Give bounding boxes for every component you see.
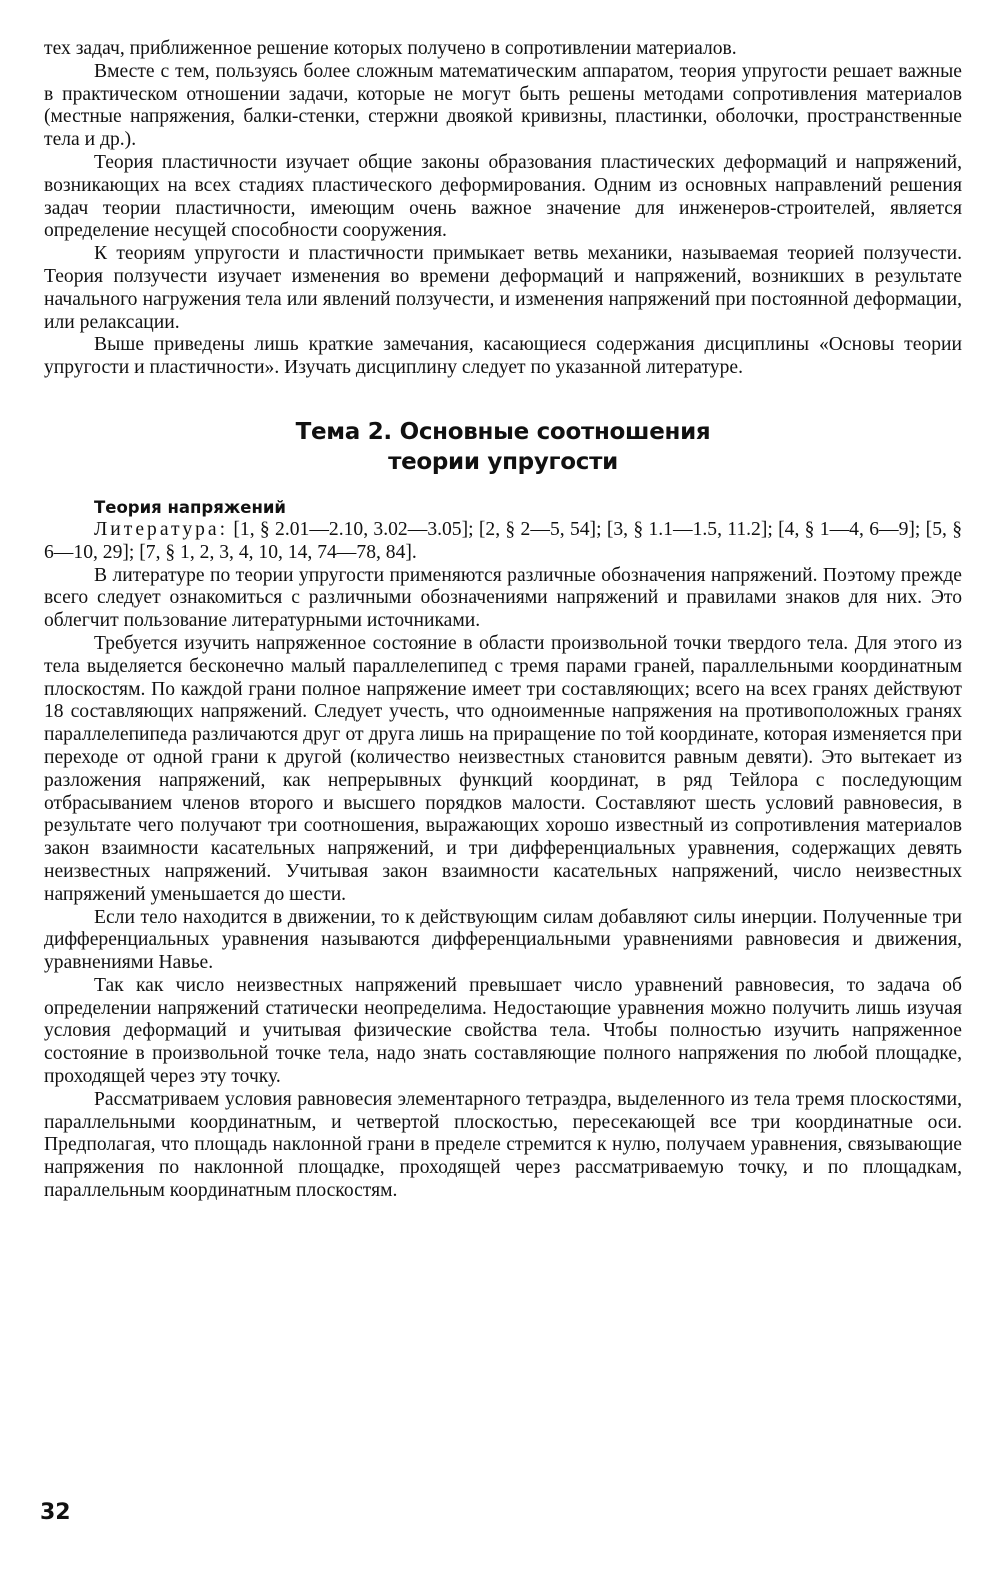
subsection-heading: Теория напряжений	[94, 497, 286, 517]
paragraph-stress-notation: В литературе по теории упругости применяются различные обозначения напряжений. Поэтому прежде всего следует ознакомиться с различными обозначениями напряжений и правилами знаков для них. Это облегчит пользование литературными источниками.	[44, 564, 962, 632]
paragraph-continuation: тех задач, приближенное решение которых получено в сопротивлении материалов.	[44, 38, 737, 59]
page-number: 32	[40, 1500, 71, 1525]
section-heading	[44, 417, 962, 477]
paragraph-elasticity-methods: Вместе с тем, пользуясь более сложным математическим аппаратом, теория упругости решает важные в практическом отношении задачи, которые не могут быть решены методами сопротивления материалов (местные напряжения, балки-стенки, стержни двоякой кривизны, пластинки, оболочки, пространственные тела и др.).	[44, 60, 962, 151]
paragraph-discipline-remarks: Выше приведены лишь краткие замечания, касающиеся содержания дисциплины «Основы теории упругости и пластичности». Изучать дисциплину следует по указанной литературе.	[44, 334, 962, 379]
paragraph-tetrahedron-equilibrium: Рассматриваем условия равновесия элементарного тетраэдра, выделенного из тела тремя плоскостями, параллельными координатным, и четвертой плоскостью, пересекающей все три координатные оси. Предполагая, что площадь наклонной грани в пределе стремится к нулю, получаем уравнения, связывающие напряжения по наклонной площадке, проходящей через рассматриваемую точку, и по площадкам, параллельным координатным плоскостям.	[44, 1088, 962, 1202]
paragraph-navier-equations: Если тело находится в движении, то к действующим силам добавляют силы инерции. Полученные три дифференциальных уравнения называются дифференциальными уравнениями равновесия и движения, уравнениями Навье.	[44, 906, 962, 974]
literature-refs: [1, § 2.01—2.10, 3.02—3.05]; [2, § 2—5, 54]; [3, § 1.1—1.5, 11.2]; [4, § 1—4, 6—9]; [5, § 6—10, 29]; [7, § 1, 2, 3, 4, 10, 14, 74—78, 84].	[44, 518, 962, 563]
paragraph-stress-state: Требуется изучить напряженное состояние в области произвольной точки твердого тела. Для этого из тела выделяется бесконечно малый параллелепипед с тремя парами граней, параллельными координатным плоскостям. По каждой грани полное напряжение имеет три составляющих; всего на всех гранях действуют 18 составляющих напряжений. Следует учесть, что одноименные напряжения на противоположных гранях параллелепипеда различаются друг от друга лишь на приращение по той координате, которая изменяется при переходе от одной грани к другой (количество неизвестных становится равным девяти). Это вытекает из разложения напряжений, как непрерывных функций координат, в ряд Тейлора с последующим отбрасыванием членов второго и высшего порядков малости. Составляют шесть условий равновесия, в результате чего получают три соотношения, выражающих хорошо известный из сопротивления материалов закон взаимности касательных напряжений, и три дифференциальных уравнения, содержащих девять неизвестных напряжений. Учитывая закон взаимности касательных напряжений, число неизвестных напряжений уменьшается до шести.	[44, 632, 962, 905]
paragraph-creep-theory: К теориям упругости и пластичности примыкает ветвь механики, называемая теорией ползучести. Теория ползучести изучает изменения во времени деформаций и напряжений, возникших в результате начального нагружения тела или явлений ползучести, и изменения напряжений при постоянной деформации, или релаксации.	[44, 243, 962, 333]
literature-references	[44, 519, 962, 565]
paragraph-static-indeterminacy: Так как число неизвестных напряжений превышает число уравнений равновесия, то задача об определении напряжений статически неопределима. Недостающие уравнения можно получить лишь изучая условия деформаций и учитывая физические свойства тела. Чтобы полностью изучить напряженное состояние в произвольной точке тела, надо знать составляющие полного напряжения по любой площадке, проходящей через эту точку.	[44, 974, 962, 1088]
literature-label: Литература:	[94, 518, 229, 540]
page-content	[44, 38, 962, 1203]
paragraph-plasticity-theory: Теория пластичности изучает общие законы образования пластических деформаций и напряжений, возникающих на всех стадиях пластического деформирования. Одним из основных направлений решения задач теории пластичности, имеющим очень важное значение для инженеров-строителей, является определение несущей способности сооружения.	[44, 151, 962, 242]
section-heading-line-1: Тема 2. Основные соотношения	[295, 418, 711, 445]
section-heading-line-2: теории упругости	[388, 448, 618, 475]
